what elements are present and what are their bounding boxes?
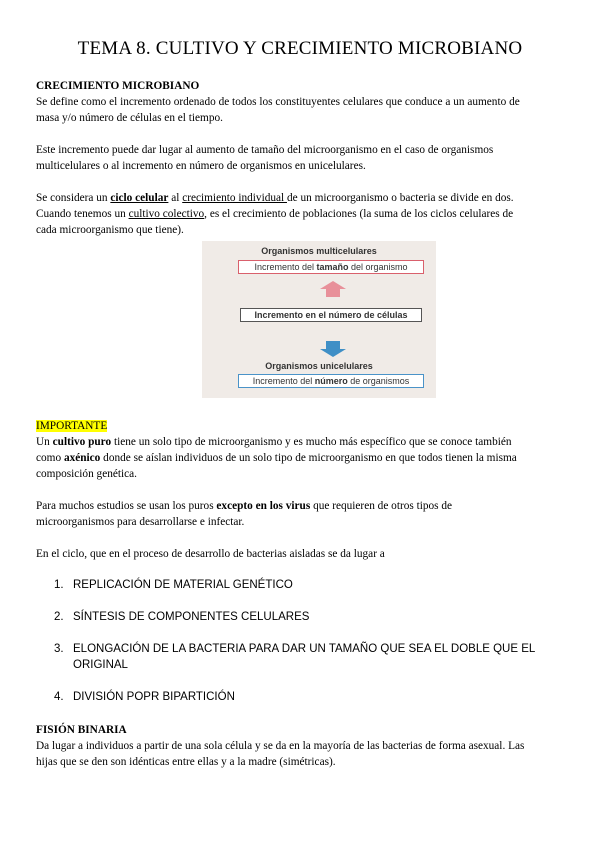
text-run: Se considera un (36, 192, 111, 204)
text-run: Incremento del (252, 376, 315, 386)
diagram-box-numero-celulas: Incremento en el número de células (240, 308, 422, 322)
growth-diagram (202, 241, 436, 398)
highlight-importante: IMPORTANTE (36, 420, 108, 432)
diagram-heading-unicelulares: Organismos unicelulares (265, 361, 373, 371)
list-text: REPLICACIÓN DE MATERIAL GENÉTICO (73, 579, 293, 591)
text-run: de un microorganismo o bacteria se divide en dos. (286, 192, 514, 204)
term-crecimiento-individual: crecimiento individual (182, 192, 287, 204)
text-run: Cuando tenemos un (36, 208, 129, 220)
text-run: tamaño (316, 262, 349, 272)
term-cultivo-puro: cultivo puro (52, 436, 112, 448)
text-run: Un (36, 436, 53, 448)
paragraph-line (36, 434, 566, 450)
paragraph-line: masa y/o número de células en el tiempo. (36, 112, 223, 124)
term-excepto-virus: excepto en los virus (216, 500, 311, 512)
list-number: 3. (54, 643, 64, 655)
paragraph-line: En el ciclo, que en el proceso de desarrollo de bacterias aisladas se da lugar a (36, 548, 385, 560)
paragraph-line: cada microorganismo que tiene). (36, 224, 184, 236)
diagram-box-tamano (238, 260, 424, 274)
paragraph-line (36, 206, 566, 222)
section-heading-crecimiento: CRECIMIENTO MICROBIANO (36, 80, 200, 92)
term-ciclo-celular: ciclo celular (110, 192, 169, 204)
text-run: que requieren de otros tipos de (310, 500, 453, 512)
list-text: DIVISIÓN POPR BIPARTICIÓN (73, 691, 235, 703)
diagram-box-numero-organismos (238, 374, 424, 388)
text-run: donde se aíslan individuos de un solo tipo de microorganismo en que todos tienen la misma (100, 452, 517, 464)
text-run: como (36, 452, 64, 464)
list-text: ELONGACIÓN DE LA BACTERIA PARA DAR UN TAMAÑO QUE SEA EL DOBLE QUE EL (73, 643, 536, 655)
paragraph-line: microorganismos para desarrollarse e infectar. (36, 516, 245, 528)
list-text: ORIGINAL (73, 659, 128, 671)
paragraph-line: hijas que se den son idénticas entre ellas y a la madre (simétricas). (36, 756, 336, 768)
paragraph-line (36, 498, 566, 514)
text-run: al (168, 192, 183, 204)
up-arrow-icon (320, 281, 346, 297)
term-axenico: axénico (63, 452, 101, 464)
paragraph-line: Se define como el incremento ordenado de todos los constituyentes celulares que conduce a un aumento de (36, 96, 520, 108)
paragraph-line: composición genética. (36, 468, 138, 480)
paragraph-line: multicelulares o al incremento en número de organismos en unicelulares. (36, 160, 366, 172)
paragraph-line: Da lugar a individuos a partir de una sola célula y se da en la mayoría de las bacterias de forma asexual. Las (36, 740, 525, 752)
paragraph-line (36, 190, 566, 206)
paragraph-line: Este incremento puede dar lugar al aumento de tamaño del microorganismo en el caso de organismos (36, 144, 494, 156)
text-run: Incremento del (254, 262, 317, 272)
text-run: , es el crecimiento de poblaciones (la suma de los ciclos celulares de (204, 208, 514, 220)
text-run: de organismos (347, 376, 410, 386)
term-cultivo-colectivo: cultivo colectivo (128, 208, 205, 220)
list-number: 4. (54, 691, 64, 703)
list-text: SÍNTESIS DE COMPONENTES CELULARES (73, 611, 310, 623)
page-title: TEMA 8. CULTIVO Y CRECIMIENTO MICROBIANO (77, 38, 523, 59)
diagram-heading-multicelulares: Organismos multicelulares (261, 246, 377, 256)
text-run: tiene un solo tipo de microorganismo y es mucho más específico que se conoce también (111, 436, 512, 448)
paragraph-line (36, 450, 566, 466)
text-run: del organismo (348, 262, 408, 272)
down-arrow-icon (320, 341, 346, 357)
section-heading-fision-binaria: FISIÓN BINARIA (36, 724, 127, 736)
text-run: número (314, 376, 348, 386)
text-run: Para muchos estudios se usan los puros (36, 500, 217, 512)
importante-label (36, 418, 566, 434)
list-number: 1. (54, 579, 64, 591)
list-number: 2. (54, 611, 64, 623)
